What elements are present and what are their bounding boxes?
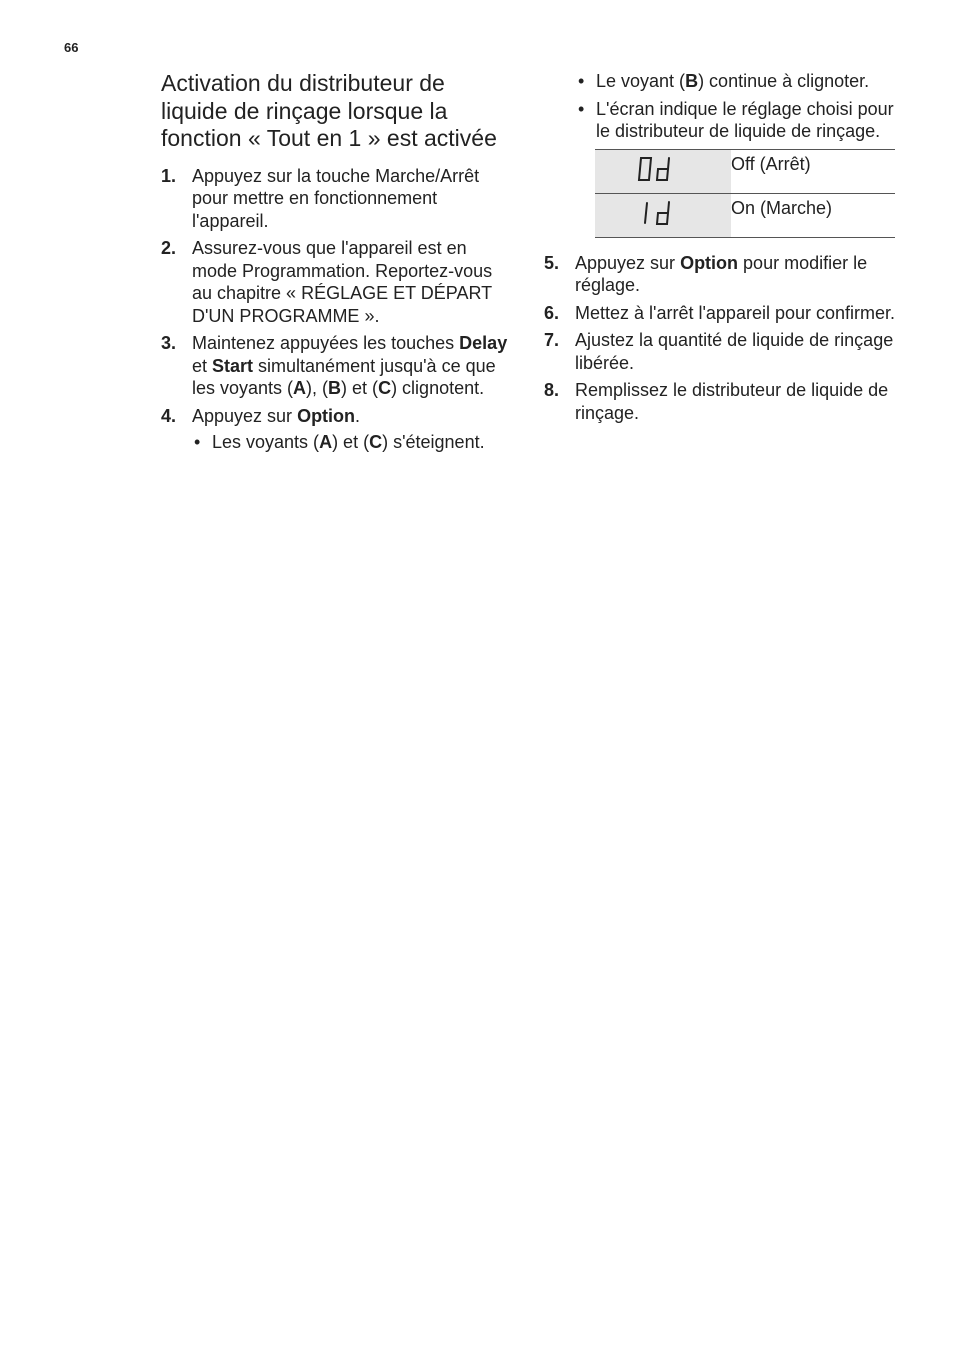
seven-segment-1d-icon <box>635 200 675 226</box>
step-number: 6. <box>544 302 560 323</box>
left-column <box>161 70 516 459</box>
step-text: Appuyez sur la touche Marche/Arrêt pour mettre en fonctionnement l'appareil. <box>192 165 480 231</box>
indicator-c: C <box>369 432 383 452</box>
step-5 <box>544 252 896 297</box>
seven-segment-0d-icon <box>635 156 675 182</box>
right-column <box>544 70 896 429</box>
step-7 <box>544 329 896 374</box>
step-number: 2. <box>161 238 177 258</box>
indicator-a: A <box>293 378 307 398</box>
bullet-item: • Les voyants (A) et (C) s'éteignent. <box>194 432 485 452</box>
step-number: 3. <box>161 333 177 353</box>
indicator-a: A <box>319 432 333 452</box>
step-text: Assurez-vous que l'appareil est en mode Programmation. Reportez-vous au chapitre « RÉGLAGE ET DÉPART D'UN PROGRAMME ». <box>192 238 493 326</box>
steps-list-continued <box>544 252 896 425</box>
step-number: 7. <box>544 330 560 350</box>
right-bullets <box>576 70 896 143</box>
step-text: Appuyez sur Option pour modifier le réglage. <box>575 252 868 295</box>
page-number: 66 <box>64 40 79 55</box>
delay-key-label: Delay <box>459 333 508 353</box>
indicator-b: B <box>685 71 699 91</box>
step-number: 4. <box>161 405 177 426</box>
indicator-c: C <box>378 378 392 398</box>
step-text: Appuyez sur Option. <box>192 405 361 426</box>
display-label-cell: On (Marche) <box>731 193 895 237</box>
start-key-label: Start <box>212 355 254 376</box>
step-3 <box>161 332 516 400</box>
display-code-cell <box>595 193 731 237</box>
step-8 <box>544 379 896 424</box>
step-text: Maintenez appuyées les touches Delay et Start simultanément jusqu'à ce que les voyants (A), (B) et (C) clignotent. <box>192 333 508 398</box>
option-key-label: Option <box>680 252 739 273</box>
section-title: Activation du distributeur de liquide de rinçage lorsque la fonction « Tout en 1 » est activée <box>161 70 497 151</box>
table-row <box>595 149 895 193</box>
step-text: Mettez à l'arrêt l'appareil pour confirmer. <box>575 302 896 323</box>
step-4-bullets <box>192 431 516 454</box>
step-text: Ajustez la quantité de liquide de rinçage libérée. <box>575 330 894 373</box>
indicator-b: B <box>328 378 342 398</box>
step-4 <box>161 405 516 454</box>
step-1 <box>161 165 516 233</box>
display-code-cell <box>595 149 731 193</box>
bullet-item: • Le voyant (B) continue à clignoter. <box>578 71 870 91</box>
step-number: 8. <box>544 380 560 400</box>
step-number: 1. <box>161 165 177 186</box>
table-row <box>595 193 895 237</box>
steps-list <box>161 165 516 454</box>
bullet-item: • L'écran indique le réglage choisi pour le distributeur de liquide de rinçage. <box>578 98 894 141</box>
step-number: 5. <box>544 252 560 273</box>
step-text: Remplissez le distributeur de liquide de rinçage. <box>575 380 889 423</box>
step-2 <box>161 237 516 327</box>
display-label-cell: Off (Arrêt) <box>731 149 895 193</box>
option-key-label: Option <box>297 405 356 426</box>
display-settings-table <box>595 149 895 238</box>
step-6 <box>544 302 896 325</box>
